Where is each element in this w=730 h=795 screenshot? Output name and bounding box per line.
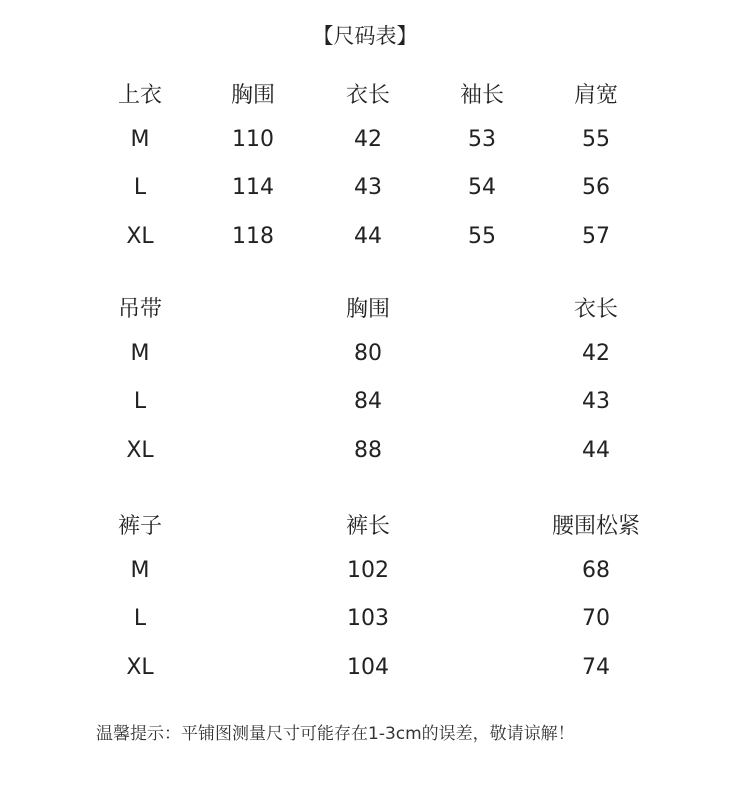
camisole-cell-r2-c1: 88 [354, 438, 382, 464]
camisole-cell-r2-c0: XL [126, 438, 154, 464]
tops-cell-r0-c4: 55 [582, 126, 610, 152]
pants-cell-r2-c0: XL [126, 655, 154, 681]
tops-cell-r0-c3: 53 [468, 126, 496, 152]
tops-cell-r0-c1: 110 [232, 126, 274, 152]
camisole-cell-r0-c0: M [130, 340, 150, 366]
tops-header-1: 胸围 [230, 83, 276, 108]
camisole-header-1: 胸围 [345, 297, 391, 322]
measurement-note: 温馨提示：平铺图测量尺寸可能存在1-3cm的误差，敬请谅解！ [96, 724, 575, 744]
tops-cell-r0-c2: 42 [354, 126, 382, 152]
pants-cell-r0-c0: M [130, 557, 150, 583]
tops-cell-r2-c0: XL [126, 224, 154, 250]
camisole-cell-r1-c2: 43 [582, 389, 610, 415]
pants-cell-r2-c1: 104 [347, 655, 389, 681]
pants-cell-r0-c1: 102 [347, 557, 389, 583]
tops-cell-r2-c2: 44 [354, 224, 382, 250]
tops-cell-r1-c3: 54 [468, 175, 496, 201]
pants-header-0: 裤子 [117, 514, 163, 539]
tops-header-3: 袖长 [459, 83, 505, 108]
pants-cell-r2-c2: 74 [582, 655, 610, 681]
pants-cell-r1-c2: 70 [582, 606, 610, 632]
tops-header-2: 衣长 [345, 83, 391, 108]
tops-cell-r2-c3: 55 [468, 224, 496, 250]
tops-cell-r2-c1: 118 [232, 224, 274, 250]
camisole-header-0: 吊带 [117, 297, 163, 322]
tops-cell-r1-c1: 114 [232, 175, 274, 201]
tops-cell-r0-c0: M [130, 126, 150, 152]
tops-cell-r2-c4: 57 [582, 224, 610, 250]
pants-cell-r1-c1: 103 [347, 606, 389, 632]
tops-header-4: 肩宽 [573, 83, 619, 108]
tops-cell-r1-c2: 43 [354, 175, 382, 201]
camisole-cell-r2-c2: 44 [582, 438, 610, 464]
camisole-cell-r0-c1: 80 [354, 340, 382, 366]
pants-header-1: 裤长 [345, 514, 391, 539]
pants-cell-r1-c0: L [133, 606, 147, 632]
camisole-cell-r1-c1: 84 [354, 389, 382, 415]
tops-header-0: 上衣 [117, 83, 163, 108]
pants-cell-r0-c2: 68 [582, 557, 610, 583]
camisole-cell-r0-c2: 42 [582, 340, 610, 366]
tops-cell-r1-c4: 56 [582, 175, 610, 201]
tops-cell-r1-c0: L [133, 175, 147, 201]
camisole-cell-r1-c0: L [133, 389, 147, 415]
page-title: 【尺码表】 [312, 24, 418, 48]
camisole-header-2: 衣长 [573, 297, 619, 322]
pants-header-2: 腰围松紧 [551, 514, 641, 539]
